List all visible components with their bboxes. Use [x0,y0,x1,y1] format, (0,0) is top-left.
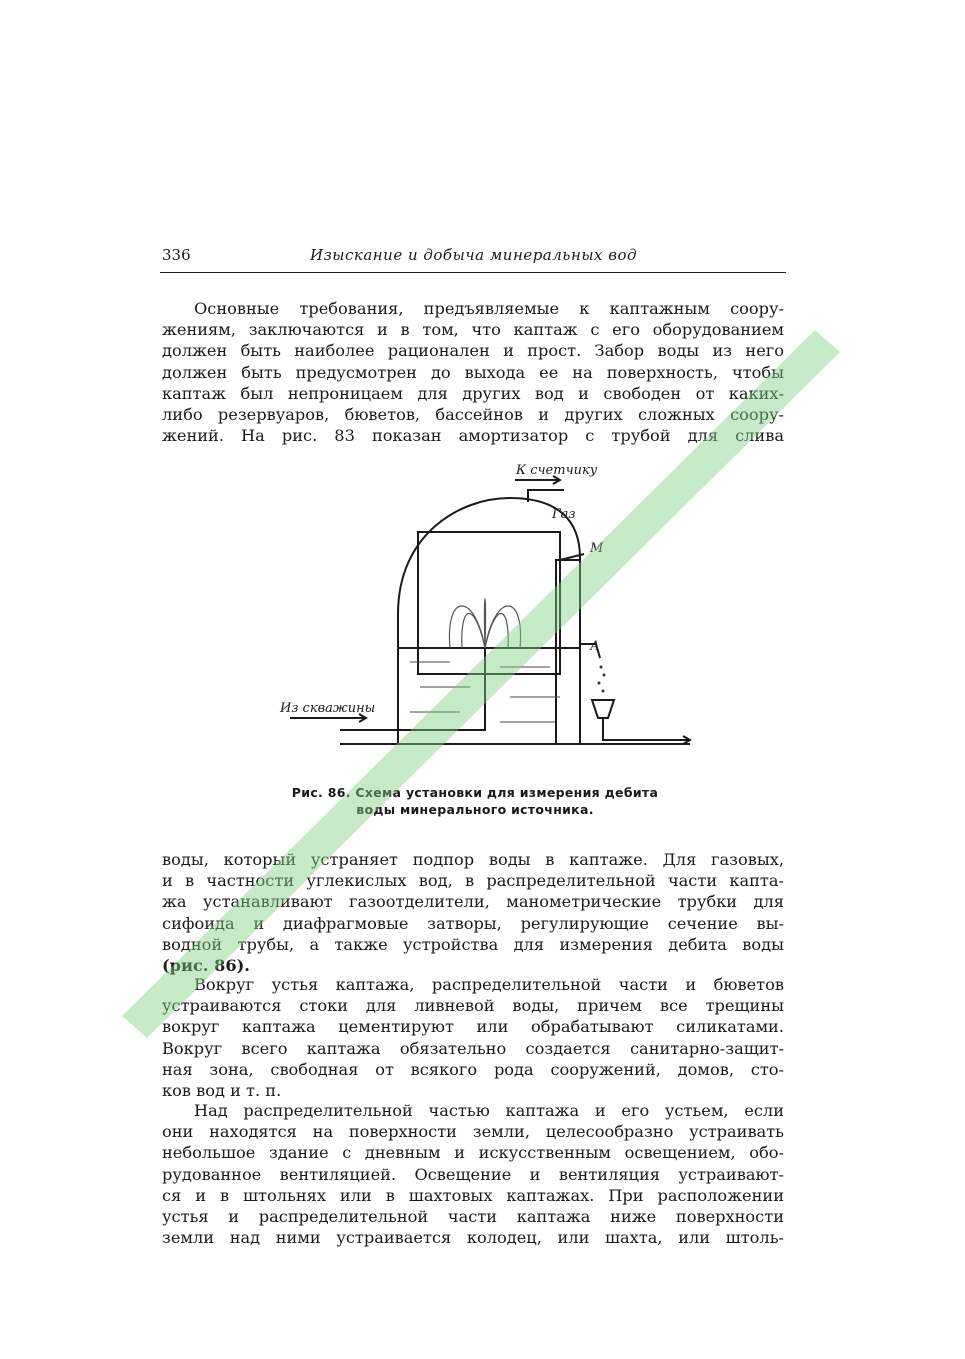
caption-line: воды минерального источника. [356,802,594,817]
fountain-jets [449,599,520,649]
text-line: небольшое здание с дневным и искусственным освещением, обо- [162,1143,784,1163]
label-gas: Газ [552,507,576,522]
text-line: устья и распределительной части каптажа ниже поверхности [162,1207,784,1227]
text-line: Над распределительной частью каптажа и его устьем, если [194,1101,784,1120]
text-line: воды, который устраняет подпор воды в каптаже. Для газовых, [162,850,784,869]
text-line: жениям, заключаются и в том, что каптаж с его оборудованием [162,320,784,340]
text-line: должен быть наиболее рационален и прост. Забор воды из него [162,341,784,361]
label-from-well: Из скважины [280,701,376,716]
label-a: А [590,639,600,654]
inner-chamber [418,532,560,674]
figure-reference: (рис. 86). [162,956,250,976]
text-line: сифоида и диафрагмовые затворы, регулирующие сечение вы- [162,913,784,933]
label-to-meter: К счетчику [516,463,598,478]
text-line: Вокруг всего каптажа обязательно создается санитарно-защит- [162,1038,784,1058]
text-line: вокруг каптажа цементируют или обрабатывают силикатами. [162,1017,784,1037]
drain-pipe [603,718,690,740]
outflow-drops [598,666,606,693]
text-line: каптаж был непроницаем для других вод и свободен от каких- [162,383,784,403]
page-header [160,246,786,273]
text-line: земли над ними устраивается колодец, или шахта, или штоль- [162,1228,784,1248]
text-line: устраиваются стоки для ливневой воды, причем все трещины [162,996,784,1016]
text-line: и в частности углекислых вод, в распределительной части капта- [162,871,784,891]
paragraph-3 [162,974,784,1101]
text-line: они находятся на поверхности земли, целесообразно устраивать [162,1122,784,1142]
arrow-outflow [650,736,690,744]
text-line: жа устанавливают газоотделители, манометрические трубки для [162,892,784,912]
text-line: Вокруг устья каптажа, распределительной части и бюветов [194,975,784,994]
outer-tank [398,498,580,744]
running-title: Изыскание и добыча минеральных вод [310,246,638,264]
figure-86-diagram [270,462,710,782]
text-line: либо резервуаров, бюветов, бассейнов и других сложных соору- [162,405,784,425]
label-m: М [590,541,604,556]
paragraph-1 [162,298,784,446]
page-number: 336 [162,246,191,264]
collector-cup [592,700,614,718]
text-line: водной трубы, а также устройства для измерения дебита воды [162,934,784,954]
caption-line: Рис. 86. Схема установки для измерения дебита [291,785,659,800]
figure-caption [260,784,690,818]
text-line: жений. На рис. 83 показан амортизатор с трубой для слива [162,426,784,446]
paragraph-4 [162,1100,784,1248]
paragraph-2 [162,849,784,976]
text-line: ся и в штольнях или в шахтовых каптажах. При расположении [162,1185,784,1205]
text-line: ков вод и т. п. [162,1081,282,1101]
text-line: должен быть предусмотрен до выхода ее на поверхность, чтобы [162,362,784,382]
text-line: ная зона, свободная от всякого рода сооружений, домов, сто- [162,1059,784,1079]
text-line: Основные требования, предъявляемые к каптажным соору- [194,299,784,318]
text-line: рудованное вентиляцией. Освещение и вентиляция устраивают- [162,1164,784,1184]
